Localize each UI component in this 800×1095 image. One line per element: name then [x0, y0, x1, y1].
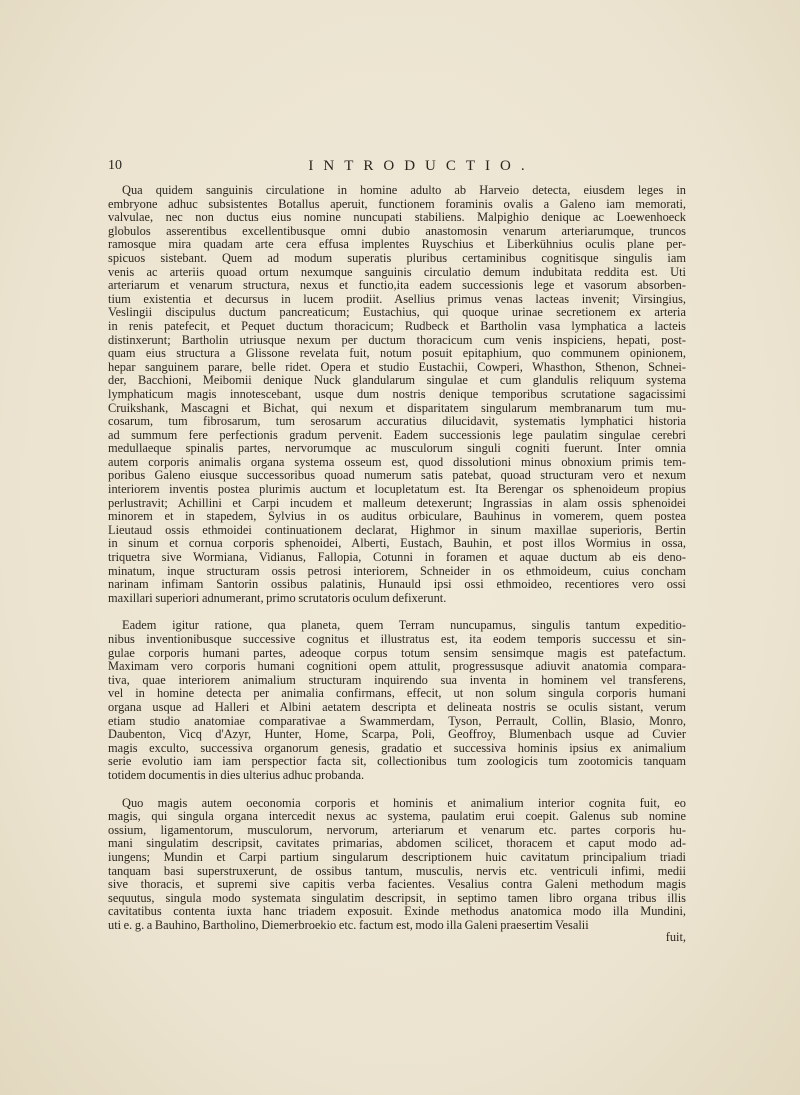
text-line: nibus inventionibusque successive cognitus et illustratus est, ita eodem temporis successu et sin-	[108, 632, 686, 646]
text-line: triquetra sive Wormiana, Vidianus, Fallopia, Cotunni in foramen et aquae ductum ab eis deno-	[108, 550, 686, 565]
text-line: venis ac arteriis quoad ortum nexumque sanguinis circulatio demum indubitata reddita est. Uti	[108, 264, 686, 279]
catchword: fuit,	[665, 930, 686, 945]
text-line: etiam studio anatomiae comparativae a Swammerdam, Tyson, Perrault, Collin, Blasio, Monro,	[108, 713, 686, 728]
text-line: Maximam vero corporis humani cognitioni opem attulit, progressusque adiuvit anatomia compara-	[108, 659, 686, 674]
text-line: maxillari superiori adnumerant, primo scrutatoris oculum defixerunt.	[108, 590, 447, 605]
text-line: der, Bacchioni, Meibomii denique Nuck glandularum singulae et cum glandulis reliquum systema	[108, 373, 686, 388]
text-line: Qua quidem sanguinis circulatione in homine adulto ab Harveio detecta, eiusdem leges in	[122, 183, 686, 197]
text-line: lymphaticum magis innotescebant, usque dum nostris denique temporibus scrutatione sagacissimi	[108, 386, 686, 401]
text-line: in sinum et cornua corporis sphenoidei, Alberti, Eustach, Bauhin, et post illos Wormius in ossa,	[108, 536, 686, 551]
text-line: poribus Galeno eiusque successoribus quoad numerum satis patebat, quoad structuram vero et nexum	[108, 468, 686, 483]
text-line: cosarum, tum fibrosarum, tum serosarum accuratius dilucidavit, systematis lymphatici historia	[108, 414, 686, 429]
text-line: vel in homine detecta per animalia confirmans, effecit, ut non solum singula corporis humani	[108, 686, 686, 701]
text-line: narinam infimam Santorin ossibus palatinis, Hunauld ipsi ossi ethmoideo, recentiores vero ossi	[108, 577, 686, 592]
text-line: Quo magis autem oeconomia corporis et hominis et animalium interior cognita fuit, eo	[122, 795, 686, 810]
paragraph	[108, 797, 686, 946]
text-line: hepar sanguinem parare, belle ridet. Opera et studio Eustachii, Cowperi, Whasthon, Sthenon, Schnei-	[108, 359, 686, 374]
text-line: Veslingii discipulus ductum pancreaticum; Eustachius, qui quoque urinae secretionem ex arteria	[108, 305, 686, 320]
text-line: tium existentia et decursus in lucem prodiit. Asellius primus venas lacteas invenit; Virsingius,	[108, 291, 686, 306]
text-line: autem corporis animalis organa systema osseum est, quod dissolutioni minus obnoxium primis tem-	[108, 454, 686, 469]
text-line: cavitatibus contenta iuxta hanc triadem exposuit. Exinde methodus anatomica modo illa Mundini,	[108, 904, 686, 919]
text-line: iungens; Mundin et Carpi partium singularum descriptionem huic cavitatum principalium triadi	[108, 849, 686, 864]
text-line: uti e. g. a Bauhino, Bartholino, Diemerbroekio etc. factum est, modo illa Galeni praesertim Vesalii	[108, 917, 589, 932]
text-line: arteriarum et venarum structura, nexus et functio,ita eadem successionis lege et vasorum absorben-	[108, 278, 686, 293]
text-line: mani singulatim descripsit, cavitates primarias, abdomen scilicet, thoracem et caput modo ad-	[108, 836, 686, 851]
text-line: distinxerunt; Bartholin utriusque nexum per ductum thoracicum cum venis inspiciens, hepati, post-	[108, 332, 686, 347]
text-line: Daubenton, Vicq d'Azyr, Hunter, Home, Scarpa, Poli, Geoffroy, Blumenbach usque ad Cuvier	[108, 727, 686, 742]
text-line: magis exculto, successiva organorum genesis, gradatio et successiva hominis ipsius ex animalium	[108, 740, 686, 755]
text-line: medullaeque spinalis partes, nervorumque ac musculorum singuli cogniti fuerunt. Inter omnia	[108, 441, 686, 456]
text-line: Lieutaud ossis ethmoidei continuationem declarat, Highmor in sinum maxillae superioris, Bertin	[108, 522, 686, 537]
text-line: ad summum fere perfectionis gradum pervenit. Eadem successionis lege paulatim singulae cerebri	[108, 427, 686, 442]
text-line: sive thoracis, et supremi sive capitis verba facientes. Vesalius contra Galeni methodum magis	[108, 877, 686, 892]
text-line: tiva, quae interiorem animalium structuram inquirendo sua inventa in hominem vel transferens,	[108, 672, 686, 687]
text-line: interiorem inventis postea plurimis auctum et locupletatum est. Ita Berengar os sphenoideum propius	[108, 482, 686, 497]
text-line: spicuos sistebant. Quem ad modum superatis pluribus certaminibus cognitisque singulis iam	[108, 250, 686, 265]
text-line: minorem et in stapedem, Sylvius in os auditus orbiculare, Bauhinus in vomerem, quem postea	[108, 509, 686, 524]
page-header	[108, 158, 695, 178]
text-line: valvulae, nec non ductus eius nomine nuncupati stabiliens. Malpighio denique ac Loewenhoeck	[108, 210, 686, 225]
text-line: sequutus, singula modo systemata singulatim descripsit, in septimo tamen libro organa tribus illis	[108, 890, 686, 905]
text-line: Eadem igitur ratione, qua planeta, quem Terram nuncupamus, singulis tantum expeditio-	[122, 618, 686, 633]
text-line: minatum, inque structuram ossis petrosi interiorem, Schneider in os ethmoideum, cuius concham	[108, 563, 686, 578]
running-title: INTRODUCTIO.	[308, 158, 535, 174]
text-line: magis, qui singula organa intercedit nexus ac systema, paulatim erui coepit. Galenus sub nomine	[108, 809, 686, 824]
paragraph	[108, 184, 686, 605]
text-line: ramosque mira quadam arte cera effusa implentes Ruyschius et Liberkühnius oculis plane per-	[108, 237, 686, 252]
text-line: totidem documentis in dies ulterius adhuc probanda.	[108, 767, 365, 782]
text-line: tanquam basi superstruxerunt, de ossibus tantum, musculis, nervis etc. ventriculi infimi, medii	[108, 863, 686, 878]
text-line: perlustravit; Achillini et Carpi incudem et malleum detexerunt; Ingrassias in alam ossis sphenoidei	[108, 495, 686, 510]
paragraph	[108, 619, 686, 782]
body-text	[108, 184, 686, 959]
text-line: embryone adhuc subsistentes Botallus aperuit, functionem foraminis ovalis a Galeno iam memorati,	[108, 196, 686, 211]
text-line: serie evolutio iam iam perspectior facta sit, collectionibus tum zoologicis tum zootomicis tanquam	[108, 754, 686, 769]
text-line: organa usque ad Halleri et Albini aetatem descripta et delineata nostris se oculis sistant, verum	[108, 699, 686, 714]
text-line: gulae corporis humani partes, adeoque corpus totum sensim sensimque magis est patefactum.	[108, 645, 686, 660]
text-line: in renis patefecit, et Pequet ductum thoracicum; Rudbeck et Bartholin vasa lymphatica a lacteis	[108, 318, 686, 333]
text-line: globulos asserentibus excellentibusque omni dubio anastomosin venarum arteriarumque, truncos	[108, 223, 686, 238]
text-line: Cruikshank, Mascagni et Bichat, qui nexum et disparitatem singularum membranarum tum mu-	[108, 400, 686, 415]
text-line: quam eius structura a Glissone revelata fuit, notum posuit epitaphium, quo communem opinionem,	[108, 346, 686, 361]
text-line: ossium, ligamentorum, musculorum, nervorum, arteriarum et venarum etc. partes corporis hu-	[108, 822, 686, 837]
page-number: 10	[108, 158, 122, 173]
